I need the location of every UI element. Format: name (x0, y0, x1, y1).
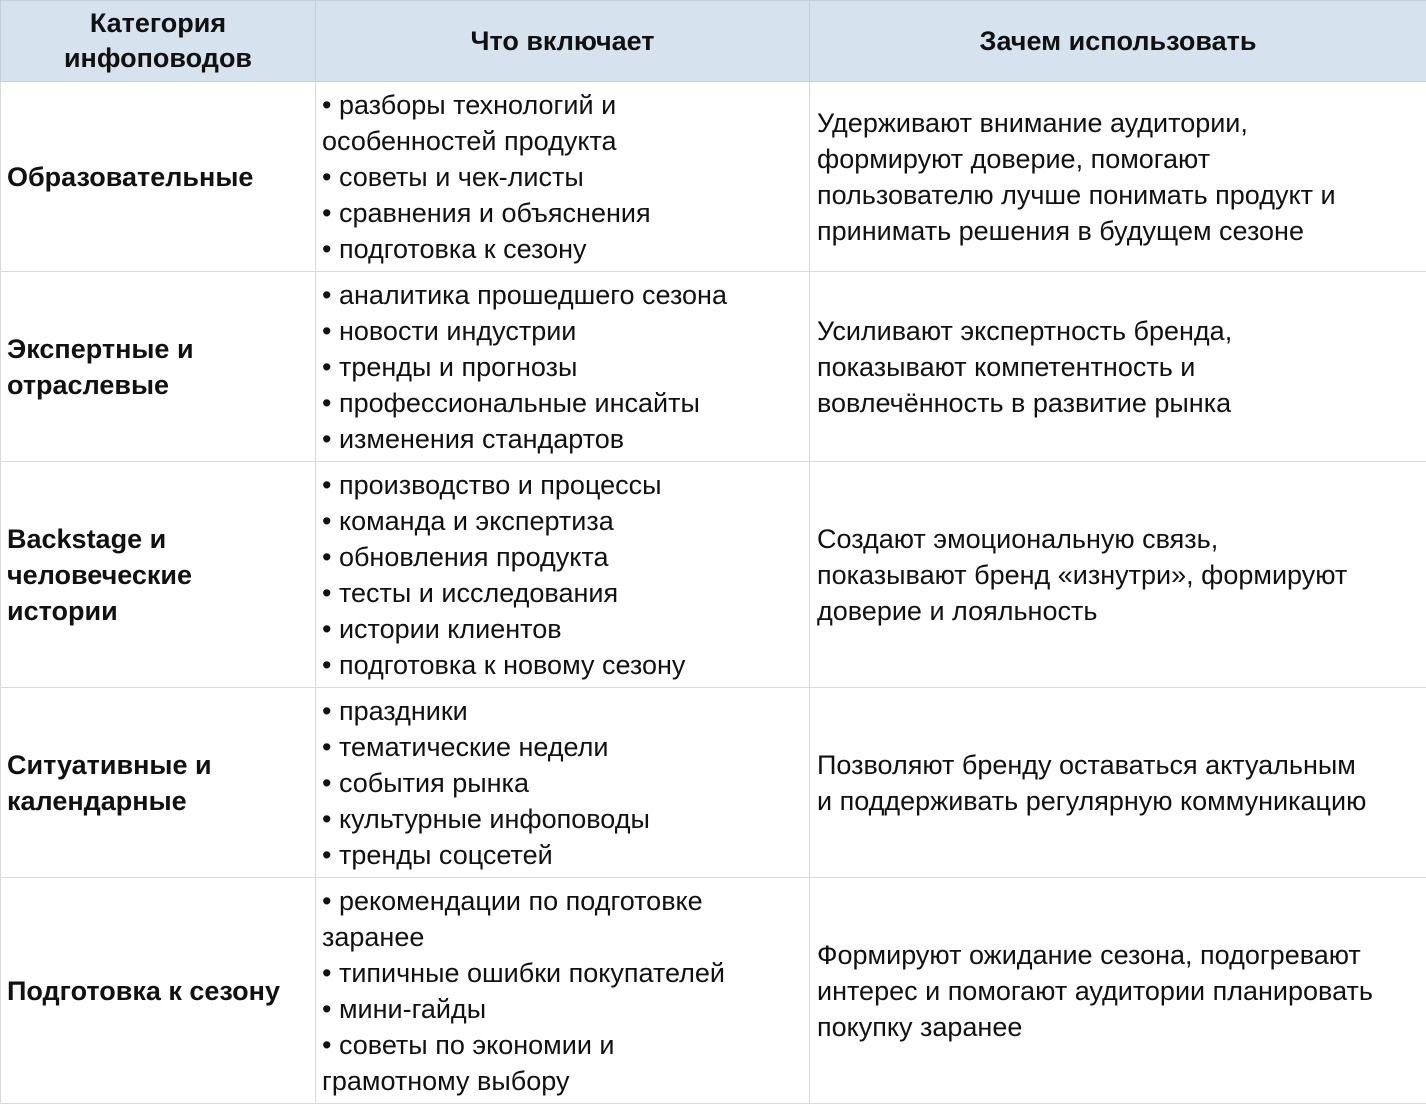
purpose-cell (810, 462, 1426, 688)
header-category-line: Категория (9, 6, 307, 41)
category-line: календарные (7, 783, 309, 819)
purpose-line: пользователю лучше понимать продукт и (817, 177, 1422, 213)
list-item: • аналитика прошедшего сезона (322, 277, 805, 313)
list-item: • обновления продукта (322, 539, 805, 575)
category-line: человеческие (7, 557, 309, 593)
purpose-line: доверие и лояльность (817, 593, 1422, 629)
list-item: • культурные инфоповоды (322, 801, 805, 837)
items-cell (316, 82, 810, 272)
header-category-line: инфоповодов (9, 41, 307, 76)
category-cell (1, 272, 316, 462)
list-item: • подготовка к сезону (322, 231, 805, 267)
purpose-line: Формируют ожидание сезона, подогревают (817, 937, 1422, 973)
table-row (1, 82, 1426, 272)
category-line: Образовательные (7, 159, 309, 195)
category-line: Подготовка к сезону (7, 973, 309, 1009)
list-item: • события рынка (322, 765, 805, 801)
list-item: заранее (322, 919, 805, 955)
category-cell (1, 462, 316, 688)
list-item: • рекомендации по подготовке (322, 883, 805, 919)
purpose-cell (810, 688, 1426, 878)
list-item: • советы по экономии и (322, 1027, 805, 1063)
table-row (1, 688, 1426, 878)
category-line: отраслевые (7, 367, 309, 403)
header-purpose: Зачем использовать (810, 1, 1426, 82)
items-cell (316, 462, 810, 688)
list-item: • советы и чек-листы (322, 159, 805, 195)
list-item: • разборы технологий и (322, 87, 805, 123)
list-item: • типичные ошибки покупателей (322, 955, 805, 991)
header-includes: Что включает (316, 1, 810, 82)
purpose-line: Удерживают внимание аудитории, (817, 105, 1422, 141)
category-cell (1, 878, 316, 1104)
purpose-line: Создают эмоциональную связь, (817, 521, 1422, 557)
list-item: • тренды и прогнозы (322, 349, 805, 385)
purpose-line: Усиливают экспертность бренда, (817, 313, 1422, 349)
category-cell (1, 688, 316, 878)
category-cell (1, 82, 316, 272)
category-line: Ситуативные и (7, 747, 309, 783)
purpose-line: Позволяют бренду оставаться актуальным (817, 747, 1422, 783)
list-item: особенностей продукта (322, 123, 805, 159)
purpose-cell (810, 878, 1426, 1104)
items-cell (316, 878, 810, 1104)
list-item: • изменения стандартов (322, 421, 805, 457)
list-item: • истории клиентов (322, 611, 805, 647)
category-line: Backstage и (7, 521, 309, 557)
purpose-cell (810, 82, 1426, 272)
list-item: • профессиональные инсайты (322, 385, 805, 421)
header-category (1, 1, 316, 82)
purpose-line: покупку заранее (817, 1009, 1422, 1045)
list-item: • тематические недели (322, 729, 805, 765)
list-item: • производство и процессы (322, 467, 805, 503)
list-item: • сравнения и объяснения (322, 195, 805, 231)
list-item: • мини-гайды (322, 991, 805, 1027)
table-row (1, 272, 1426, 462)
list-item: • тренды соцсетей (322, 837, 805, 873)
header-row (1, 1, 1426, 82)
items-cell (316, 272, 810, 462)
purpose-line: показывают бренд «изнутри», формируют (817, 557, 1422, 593)
list-item: • тесты и исследования (322, 575, 805, 611)
purpose-line: вовлечённость в развитие рынка (817, 385, 1422, 421)
list-item: • новости индустрии (322, 313, 805, 349)
purpose-line: формируют доверие, помогают (817, 141, 1422, 177)
category-line: Экспертные и (7, 331, 309, 367)
list-item: • подготовка к новому сезону (322, 647, 805, 683)
list-item: • команда и экспертиза (322, 503, 805, 539)
table-row (1, 878, 1426, 1104)
items-cell (316, 688, 810, 878)
table-row (1, 462, 1426, 688)
list-item: • праздники (322, 693, 805, 729)
purpose-line: показывают компетентность и (817, 349, 1422, 385)
purpose-cell (810, 272, 1426, 462)
purpose-line: принимать решения в будущем сезоне (817, 213, 1422, 249)
purpose-line: интерес и помогают аудитории планировать (817, 973, 1422, 1009)
purpose-line: и поддерживать регулярную коммуникацию (817, 783, 1422, 819)
list-item: грамотному выбору (322, 1063, 805, 1099)
category-line: истории (7, 593, 309, 629)
